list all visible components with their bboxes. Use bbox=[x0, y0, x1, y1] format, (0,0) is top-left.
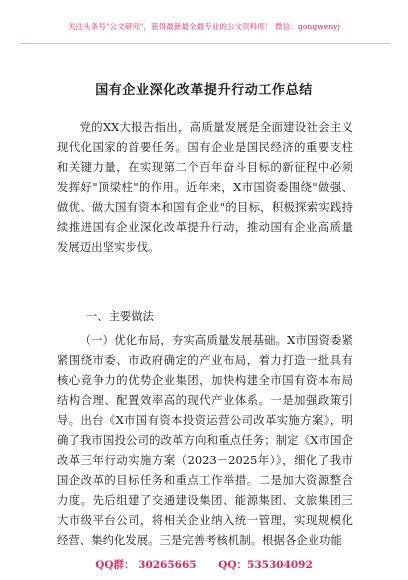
section-heading-main-practices: 一、主要做法 bbox=[86, 310, 154, 323]
header-divider bbox=[20, 43, 390, 44]
header-banner: 关注头条号"公文研究"，获得最新最全最专业的公文资料库！ 微信：gongwenyj bbox=[67, 22, 341, 31]
footer-contact-bar bbox=[0, 557, 408, 572]
document-body-intro bbox=[57, 118, 353, 258]
footer-qq-number: QQ：535304092 bbox=[218, 559, 313, 571]
footer-qq-group: QQ群： 30265665 bbox=[95, 559, 197, 571]
paragraph-optimize-layout: （一）优化布局，夯实高质量发展基础。X市国资委紧紧围绕市委、市政府确定的产业布局，着力打造一批具有核心竞争力的优势企业集团，加快构建全市国有资本布局结构合理、配置效率高的现代产业体系。一是加强政策引导。出台《X市国有资本投资运营公司改革实施方案》，明确了我市国投公司的改革方向和重点任务；制定《X市国企改革三年行动实施方案（2023－2025年）》，细化了我市国企改革的目标任务和重点工作举措。二是加大资源整合力度。先后组建了交通建设集团、能源集团、文旅集团三大市级平台公司，将相关企业纳入统一管理，实现规模化经营、集约化发展。三是完善考核机制。根据各企业功能 bbox=[57, 334, 353, 547]
document-body-section1 bbox=[57, 331, 353, 551]
document-title: 国有企业深化改革提升行动工作总结 bbox=[95, 83, 313, 98]
paragraph-intro: 党的XX大报告指出，高质量发展是全面建设社会主义现代化国家的首要任务。国有企业是国民经济的重要支柱和关键力量，在实现第二个百年奋斗目标的新征程中必须发挥好"顶梁柱"的作用。近年来，X市国资委围绕"做强、做优、做大国有资本和国有企业"的目标，积极探索实践持续推进国有企业深化改革提升行动，推动国有企业高质量发展迈出坚实步伐。 bbox=[57, 121, 353, 254]
